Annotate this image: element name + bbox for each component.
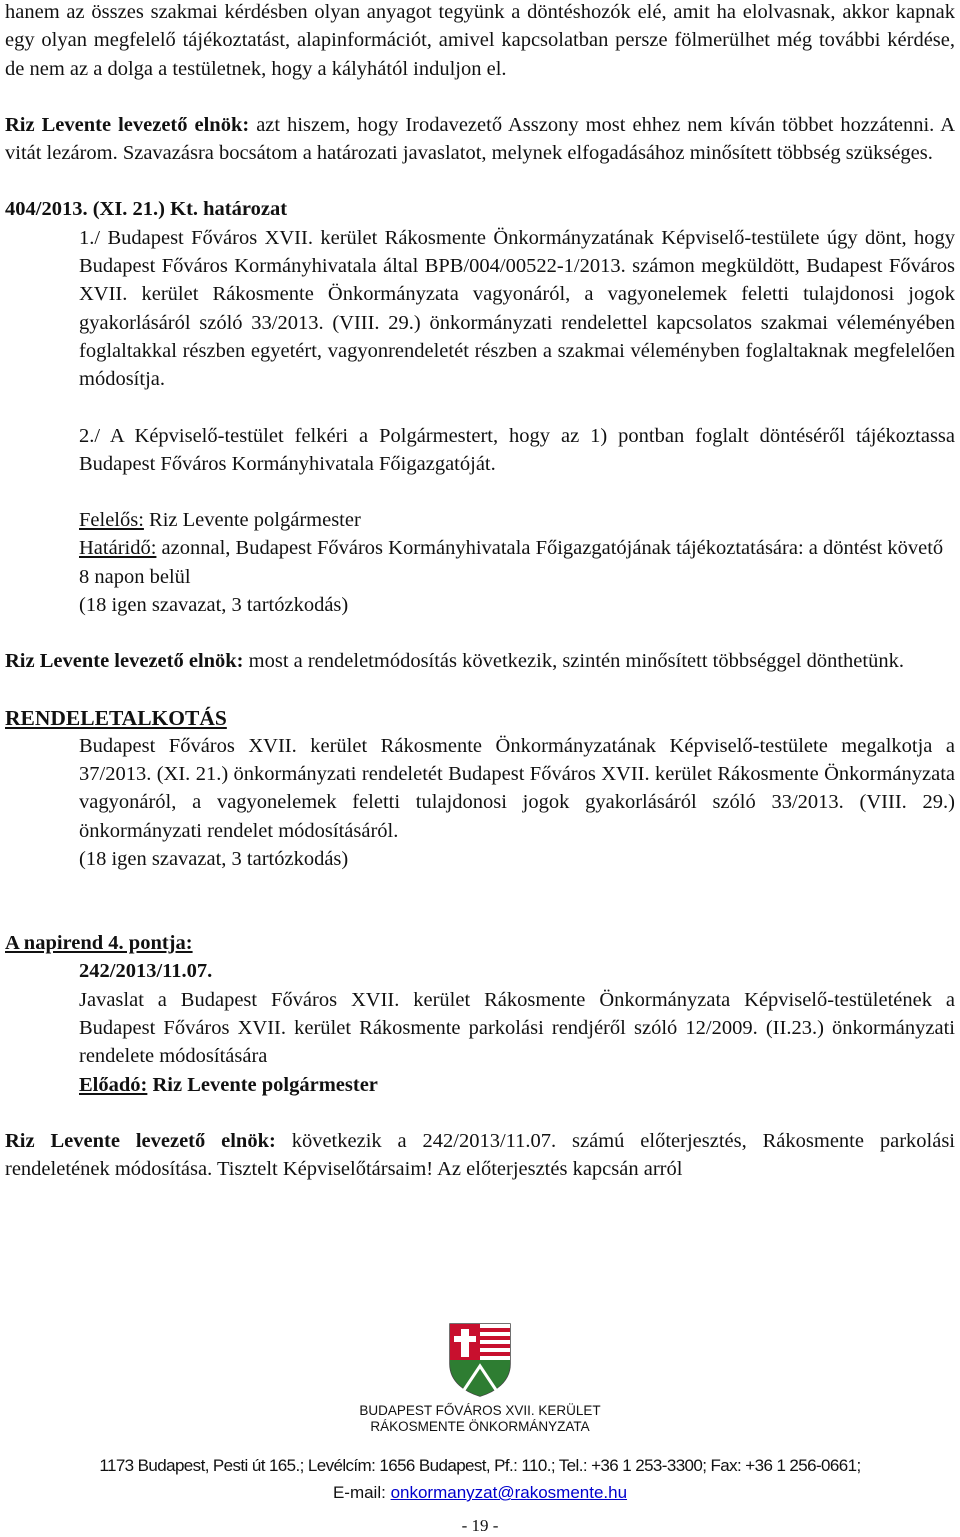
deadline-value: azonnal, Budapest Főváros Kormányhivatala Főigazgatójának tájékoztatására: a döntést követő 8 napon belül xyxy=(79,537,944,588)
deadline-label: Határidő: xyxy=(79,537,157,560)
footer-email xyxy=(0,1482,960,1504)
intro-paragraph: hanem az összes szakmai kérdésben olyan anyagot tegyünk a döntéshozók elé, amit ha elolvasnak, akkor kapnak egy olyan megfelelő tájékoztatást, alapinformációt, amivel kapcsolatban persze fölmerülhet még további kérdése, de nem az a dolga a testületnek, hogy a kályhától induljon el. xyxy=(5,1,955,80)
speech-text: azt hiszem, hogy Irodavezető Asszony most ehhez nem kíván többet hozzátenni. A vitát lezárom. Szavazásra bocsátom a határozati javaslatot, melynek elfogadásához minősített többség szükséges. xyxy=(5,113,955,165)
responsible-label: Felelős: xyxy=(79,509,144,532)
speaker-paragraph-2 xyxy=(5,647,955,675)
email-label: E-mail: xyxy=(332,1483,391,1502)
presenter-label: Előadó: xyxy=(79,1073,148,1096)
resolution-point-2: 2./ A Képviselő-testület felkéri a Polgármestert, hogy az 1) pontban foglalt döntéséről tájékoztassa Budapest Főváros Kormányhivatala Főigazgatóját. xyxy=(79,424,955,475)
resolution-title xyxy=(5,195,955,223)
responsible-line xyxy=(5,506,955,534)
law-text: Budapest Főváros XVII. kerület Rákosmente Önkormányzatának Képviselő-testülete megalkotja a 37/2013. (XI. 21.) önkormányzati rendeletét Budapest Főváros XVII. kerület Rákosmente Önkormányzata vagyonáról, a vagyonelemek feletti tulajdonosi jogok gyakorlásáról szóló 33/2013. (VIII. 29.) önkormányzati rendelet módosításáról. xyxy=(79,734,955,842)
page-number: - 19 - xyxy=(461,1516,499,1535)
agenda-number-text: 242/2013/11.07. xyxy=(79,960,213,983)
agenda-number xyxy=(5,957,955,985)
speaker-name: Riz Levente levezető elnök: xyxy=(5,1129,276,1152)
speaker-name: Riz Levente levezető elnök: xyxy=(5,113,250,136)
org-line-2: RÁKOSMENTE ÖNKORMÁNYZATA xyxy=(370,1419,590,1434)
resolution-point-1: 1./ Budapest Főváros XVII. kerület Rákosmente Önkormányzatának Képviselő-testülete úgy dönt, hogy Budapest Főváros Kormányhivatala által BPB/004/00522-1/2013. számon megküldött, Budapest Főváros XVII. kerület Rákosmente Önkormányzata vagyonáról, a vagyonelemek feletti tulajdonosi jogok gyakorlásáról szóló 33/2013. (VIII. 29.) önkormányzati rendelettel kapcsolatos szakmai véleményében foglaltakkal részben egyetért, vagyonrendeletét részben a szakmai véleményben foglaltaknak megfelelően módosítja. xyxy=(79,226,955,391)
responsible-value: Riz Levente polgármester xyxy=(143,509,361,532)
vote-result-1: (18 igen szavazat, 3 tartózkodás) xyxy=(79,594,349,617)
footer-address: 1173 Budapest, Pesti út 165.; Levélcím: 1656 Budapest, Pf.: 110.; Tel.: +36 1 253-3300; Fax: +36 1 256-0661; xyxy=(99,1456,861,1475)
vote-result-2: (18 igen szavazat, 3 tartózkodás) xyxy=(79,847,349,870)
organization-name xyxy=(0,1403,960,1435)
email-link[interactable]: onkormanyzat@rakosmente.hu xyxy=(390,1483,628,1502)
speech-text: következik a 242/2013/11.07. számú előterjesztés, Rákosmente parkolási rendeletének módosítása. Tisztelt Képviselőtársaim! Az előterjesztés kapcsán arról xyxy=(5,1129,955,1181)
org-line-1: BUDAPEST FŐVÁROS XVII. KERÜLET xyxy=(359,1403,601,1418)
presenter-line xyxy=(5,1071,955,1099)
speaker-paragraph-1 xyxy=(5,111,955,168)
deadline-line xyxy=(5,534,955,591)
speaker-paragraph-3 xyxy=(5,1127,955,1184)
agenda-text: Javaslat a Budapest Főváros XVII. kerület Rákosmente Önkormányzata Képviselő-testületének a Budapest Főváros XVII. kerület Rákosmente parkolási rendjéről szóló 12/2009. (II.23.) önkormányzati rendelete módosítására xyxy=(79,988,955,1068)
agenda-heading xyxy=(5,929,955,957)
document-body xyxy=(5,0,955,1184)
law-heading: RENDELETALKOTÁS xyxy=(5,705,227,730)
speaker-name: Riz Levente levezető elnök: xyxy=(5,650,244,673)
coat-of-arms-icon xyxy=(444,1320,516,1398)
presenter-value: Riz Levente polgármester xyxy=(147,1073,378,1096)
resolution-title-text: 404/2013. (XI. 21.) Kt. határozat xyxy=(5,198,288,221)
speech-text: most a rendeletmódosítás következik, szintén minősített többséggel dönthetünk. xyxy=(243,650,904,673)
agenda-label: A napirend 4. pontja: xyxy=(5,932,193,955)
